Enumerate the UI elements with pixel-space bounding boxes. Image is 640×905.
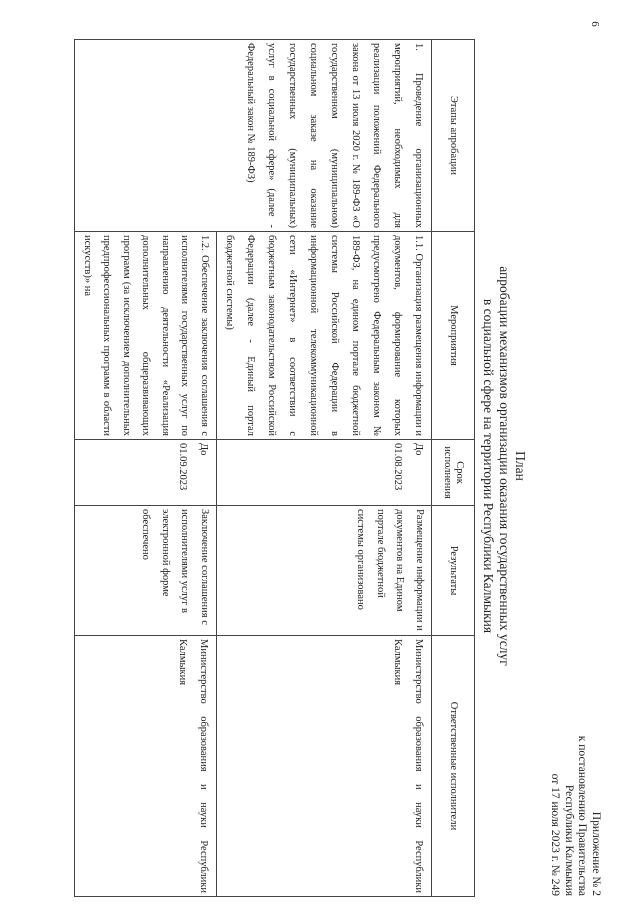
deadline-cell: До 01.08.2023 — [217, 440, 432, 506]
header-cell: Результаты — [432, 506, 475, 636]
header-cell: Ответственные исполнители — [432, 636, 475, 897]
rotated-page — [22, 36, 602, 896]
header-cell: Срок исполнения — [432, 440, 475, 506]
activity-cell: 1.1. Организация размещения информации и документов, формирование которых предусмотрено Федеральным законом № 189-ФЗ, на едином портале бюджетной системы Российской Федерации в информационной телекоммуникационной сети «Интернет» в соответствии с бюджетным законодательством Российской Федерации (далее - Единый портал бюджетной системы) — [217, 232, 432, 440]
plan-table — [75, 39, 476, 897]
header-cell: Этапы апробации — [432, 40, 475, 232]
result-cell: Размещение информации и документов на Едином портале бюджетной системы организовано — [217, 506, 432, 636]
title-line: апробации механизмов организации оказания государственных услуг — [497, 266, 512, 666]
appendix-line: Республики Калмыкия — [563, 784, 575, 896]
appendix-note — [548, 636, 602, 896]
document-title — [480, 36, 528, 896]
activity-cell: 1.2. Обеспечение заключения соглашения с исполнителями государственных услуг по направлению деятельности «Реализация дополнительных общеразвивающих программ (за исключением дополнительных предпрофессиональных программ в области искусств)» на — [75, 232, 217, 440]
responsible-cell: Министерство образования и науки Республики Калмыкия — [75, 636, 217, 897]
title-line: в социальной сфере на территории Республики Калмыкия — [481, 298, 496, 634]
title-line: План — [513, 451, 528, 481]
header-cell: Мероприятия — [432, 232, 475, 440]
table-header-row — [432, 40, 475, 897]
appendix-line: Приложение № 2 — [590, 811, 602, 896]
deadline-cell: До 01.09.2023 — [75, 440, 217, 506]
page-number: 6 — [588, 21, 601, 27]
table-row — [217, 40, 432, 897]
stage-cell: 1. Проведение организационных мероприятий, необходимых для реализации положений Федерального закона от 13 июля 2020 г. № 189-ФЗ «О государственном (муниципальном) социальном заказе на оказание государственных (муниципальных) услуг в социальной сфере» (далее - Федеральный закон № 189-ФЗ) — [75, 40, 432, 232]
responsible-cell: Министерство образования и науки Республики Калмыкия — [217, 636, 432, 897]
appendix-line: от 17 июля 2023 г. № 249 — [549, 773, 562, 896]
appendix-line: к постановлению Правительства — [576, 735, 589, 896]
result-cell: Заключение соглашения с исполнителями услуг в электронной форме обеспечено — [75, 506, 217, 636]
